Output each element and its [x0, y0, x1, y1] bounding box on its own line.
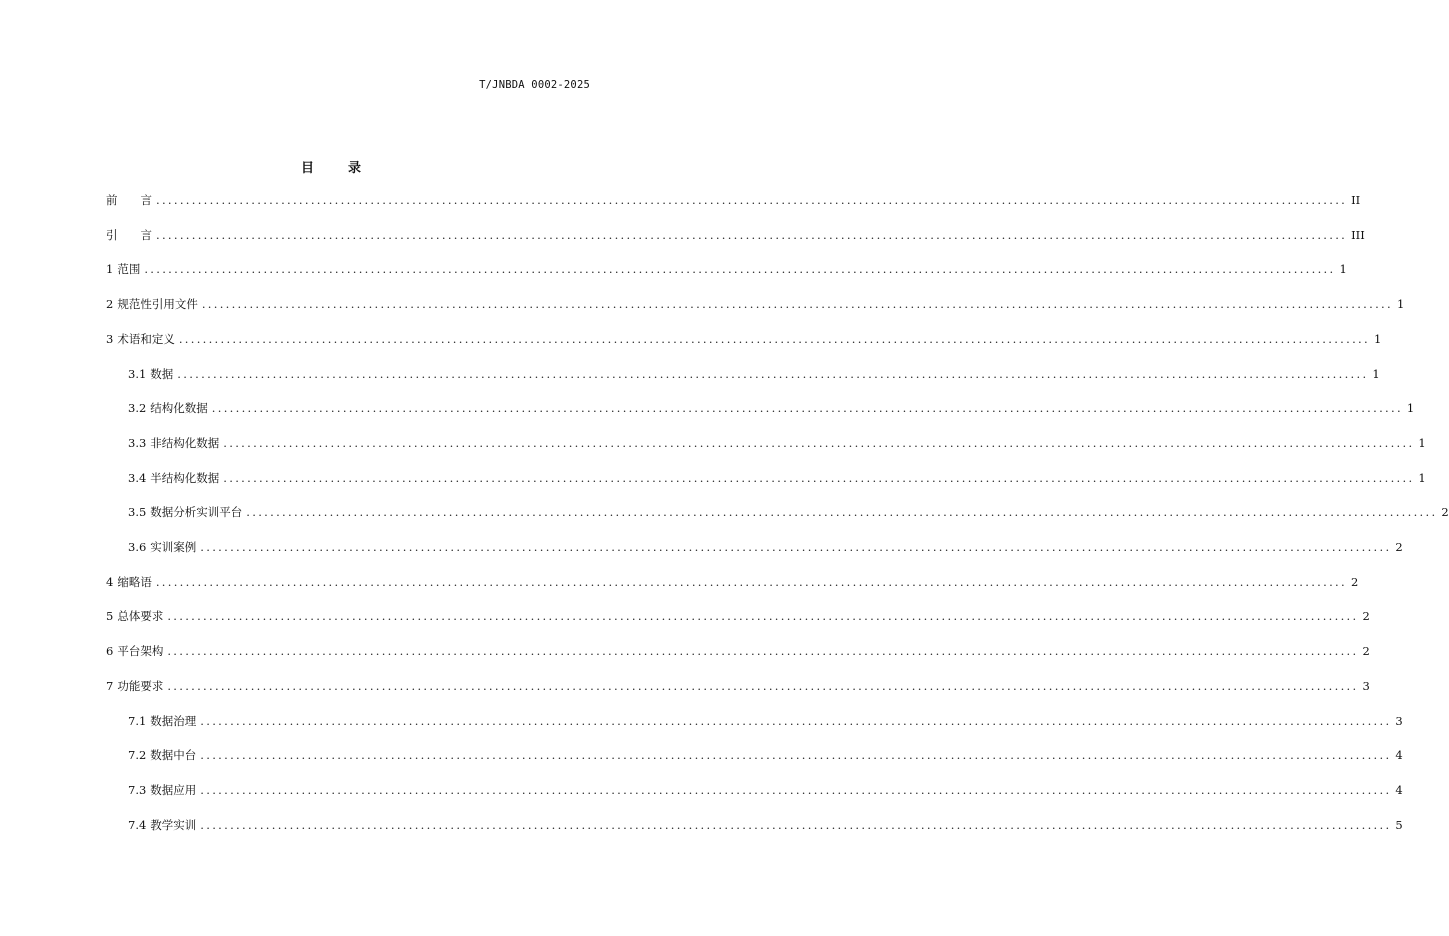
toc-entry-number: 6 [106, 644, 114, 659]
toc-entry[interactable] [128, 537, 1403, 557]
toc-entry-title: 术语和定义 [117, 331, 175, 346]
toc-entry-title: 功能要求 [117, 678, 164, 693]
toc-entry[interactable] [128, 745, 1403, 765]
toc-entry-page: III [1351, 227, 1365, 242]
toc-leader-dots: ........................................................................................................................................................................................................ [167, 609, 1359, 624]
toc-entry-number: 2 [106, 297, 114, 312]
toc-leader-dots: ........................................................................................................................................................................................................ [178, 331, 1370, 346]
toc-entry-number: 3.4 [128, 470, 147, 485]
toc-entry-title: 规范性引用文件 [117, 297, 198, 312]
toc-entry[interactable] [128, 398, 1415, 418]
toc-entry-page: 1 [1418, 470, 1426, 485]
document-id: T/JNBDA 0002-2025 [479, 79, 590, 91]
toc-leader-dots: ........................................................................................................................................................................................................ [167, 644, 1359, 659]
toc-entry-title: 实训案例 [150, 540, 197, 554]
toc-entry-label [106, 329, 175, 349]
toc-leader-dots: ........................................................................................................................................................................................................ [211, 401, 1403, 416]
toc-leader-dots: ........................................................................................................................................................................................................ [200, 817, 1392, 832]
toc-entry-label [106, 225, 152, 245]
toc-entry-page: 2 [1362, 644, 1370, 659]
toc-entry-page: 1 [1372, 366, 1380, 381]
toc-entry-page: 1 [1396, 297, 1405, 312]
toc-entry-label [106, 294, 198, 314]
toc-entry-page: 4 [1395, 782, 1403, 797]
toc-entry-title: 数据应用 [150, 782, 197, 797]
toc-entry-number: 4 [106, 574, 114, 589]
toc-entry-title: 数据中台 [150, 748, 197, 763]
toc-entry-title: 数据 [150, 366, 174, 381]
toc-entry-title: 数据分析实训平台 [150, 505, 243, 520]
toc-entry-label [128, 711, 196, 731]
toc-leader-dots: ........................................................................................................................................................................................................ [144, 262, 1336, 277]
toc-entry[interactable] [106, 329, 1382, 349]
toc-title-left: 目 [300, 161, 314, 176]
toc-entry-number: 5 [106, 609, 114, 624]
toc-entry[interactable] [106, 641, 1370, 661]
toc-leader-dots: ........................................................................................................................................................................................................ [223, 470, 1415, 485]
toc-entry-page: 2 [1441, 505, 1449, 520]
toc-entry-page: 1 [1339, 262, 1347, 277]
toc-entry-number: 7 [106, 678, 114, 693]
toc-entry-title: 总体要求 [117, 609, 164, 624]
toc-entry-number: 1 [106, 262, 114, 277]
toc-entry-title: 教学实训 [150, 817, 197, 832]
toc-entry[interactable] [128, 433, 1426, 453]
toc-entry[interactable] [106, 572, 1359, 592]
toc-entry-page: II [1351, 193, 1361, 207]
toc-leader-dots: ........................................................................................................................................................................................................ [246, 505, 1438, 520]
toc-leader-dots: ........................................................................................................................................................................................................ [200, 713, 1392, 728]
toc-entry-label [128, 468, 219, 488]
toc-entry[interactable] [128, 502, 1449, 522]
toc-leader-dots: ........................................................................................................................................................................................................ [156, 193, 1348, 207]
toc-leader-dots: ........................................................................................................................................................................................................ [200, 748, 1392, 763]
toc-entry[interactable] [128, 364, 1380, 384]
toc-entry-title: 前 言 [106, 193, 152, 207]
toc-leader-dots: ........................................................................................................................................................................................................ [156, 227, 1348, 242]
toc-entry[interactable] [128, 780, 1403, 800]
toc-entry-page: 1 [1418, 435, 1426, 450]
toc-entry-number: 7.2 [128, 748, 147, 763]
toc-entry-label [128, 433, 219, 453]
toc-entry-label [128, 815, 196, 835]
toc-title-right: 录 [348, 161, 362, 176]
toc-entry-page: 3 [1395, 713, 1403, 728]
toc-entry-number: 7.1 [128, 713, 147, 728]
toc-entry-page: 2 [1362, 609, 1370, 624]
toc-entry-number: 7.3 [128, 782, 147, 797]
toc-entry-title: 结构化数据 [150, 401, 208, 416]
toc-entry-label [106, 641, 163, 661]
toc-entry-title: 数据治理 [150, 713, 197, 728]
toc-entry-title: 引 言 [106, 227, 152, 242]
toc-entry-title: 非结构化数据 [150, 435, 220, 450]
toc-leader-dots: ........................................................................................................................................................................................................ [167, 678, 1359, 693]
toc-leader-dots: ........................................................................................................................................................................................................ [200, 540, 1392, 554]
toc-entry-number: 3.1 [128, 366, 147, 381]
toc-entry[interactable] [106, 606, 1370, 626]
toc-entry-label [106, 259, 140, 279]
toc-entry-page: 1 [1373, 331, 1382, 346]
toc-entry-number: 3 [106, 331, 114, 346]
toc-entry-label [106, 676, 163, 696]
toc-entry-number: 7.4 [128, 817, 147, 832]
toc-entry-number: 3.5 [128, 505, 147, 520]
toc-entry-title: 范围 [117, 262, 141, 277]
toc-entry[interactable] [106, 259, 1347, 279]
toc-entry[interactable] [106, 294, 1405, 314]
toc-entry-page: 1 [1406, 401, 1415, 416]
toc-entry-label [128, 745, 196, 765]
toc-entry-page: 2 [1350, 574, 1359, 589]
toc-entry-page: 5 [1395, 817, 1403, 832]
toc-entry-number: 3.2 [128, 401, 147, 416]
toc-entry[interactable] [128, 468, 1426, 488]
toc-entry-title: 半结构化数据 [150, 470, 220, 485]
toc-leader-dots: ........................................................................................................................................................................................................ [177, 366, 1369, 381]
toc-entry-title: 平台架构 [117, 644, 164, 659]
toc-entry-page: 2 [1395, 540, 1403, 554]
toc-entry[interactable] [106, 676, 1370, 696]
toc-entry-label [106, 606, 163, 626]
toc-entry[interactable] [106, 225, 1365, 245]
toc-entry[interactable] [128, 815, 1403, 835]
toc-entry-page: 3 [1362, 678, 1370, 693]
toc-entry-page: 4 [1395, 748, 1403, 763]
toc-entry[interactable] [128, 711, 1403, 731]
toc-leader-dots: ........................................................................................................................................................................................................ [201, 297, 1393, 312]
toc-leader-dots: ........................................................................................................................................................................................................ [155, 574, 1347, 589]
toc-leader-dots: ........................................................................................................................................................................................................ [223, 435, 1415, 450]
toc-entry-label [106, 572, 152, 592]
toc-entry-label [128, 398, 208, 418]
toc-leader-dots: ........................................................................................................................................................................................................ [200, 782, 1392, 797]
toc-title [0, 157, 662, 176]
toc-entry-label [128, 780, 196, 800]
toc-entry-number: 3.6 [128, 540, 147, 554]
toc-entry-title: 缩略语 [117, 574, 152, 589]
toc-entry-number: 3.3 [128, 435, 147, 450]
toc-entry-label [128, 537, 196, 557]
toc-entry[interactable] [106, 190, 1361, 210]
toc-entry-label [106, 190, 152, 210]
toc-entry-label [128, 502, 242, 522]
toc-entry-label [128, 364, 173, 384]
